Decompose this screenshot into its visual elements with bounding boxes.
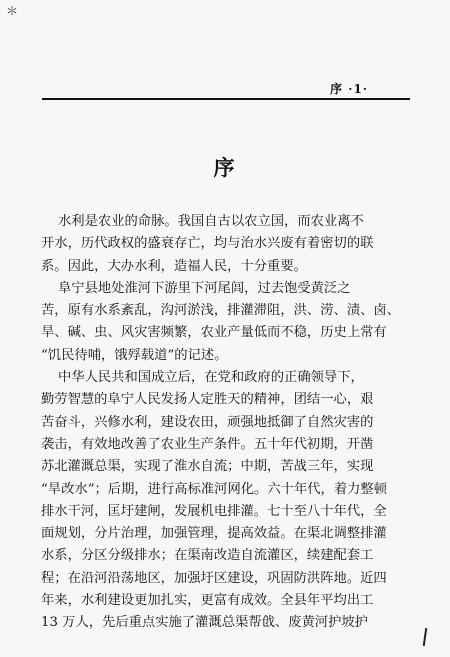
stray-mark (423, 628, 427, 646)
text-line: 年来，水利建设更加扎实，更富有成效。全县年平均出工 (41, 593, 374, 609)
text-line: 勤劳智慧的阜宁人民发扬人定胜天的精神，团结一心，艰 (41, 392, 374, 408)
text-line: “旱改水”；后期，进行高标准河网化。六十年代，着力整顿 (41, 481, 388, 497)
text-line: 开水，历代政权的盛衰存亡，均与治水兴废有着密切的联 (41, 236, 374, 252)
text-line: 系。因此，大办水利，造福人民，十分重要。 (41, 258, 307, 274)
text-line: 排水干河，匡圩建闸，发展机电排灌。七十至八十年代，全 (41, 503, 387, 519)
text-line: 苏北灌溉总渠，实现了淮水自流；中期，苦战三年，实现 (41, 459, 374, 475)
text-line: 苦，原有水系紊乱，沟河淤浅，排灌滞阻，洪、涝、渍、卤、 (41, 303, 401, 319)
text-line: 阜宁县地处淮河下游里下河尾闾，过去饱受黄泛之 (58, 280, 351, 296)
text-line: 面规划，分片治理，加强管理，提高效益。在渠北调整排灌 (41, 526, 387, 542)
text-line: 中华人民共和国成立后，在党和政府的正确领导下， (58, 370, 364, 386)
text-line: 水利是农业的命脉。我国自古以农立国，而农业离不 (58, 214, 364, 229)
text-line: 苦奋斗，兴修水利，建设农田，顽强地抵御了自然灾害的 (41, 414, 374, 430)
text-line: 旱、碱、虫、风灾害频繁，农业产量低而不稳，历史上常有 (41, 325, 387, 341)
corner-mark: ＊ (6, 4, 19, 18)
body-text (41, 211, 401, 635)
page-title: 序 (213, 155, 237, 180)
text-line: “饥民待哺，饿殍载道”的记述。 (41, 347, 228, 363)
text-line: 13 万人，先后重点实施了灌溉总渠帮戗、废黄河护坡护 (41, 615, 368, 631)
text-line: 袭击，有效地改善了农业生产条件。五十年代初期，开凿 (41, 436, 374, 452)
header-rule (42, 98, 410, 100)
text-line: 水系，分区分级排水；在渠南改造自流灌区，续建配套工 (41, 548, 374, 564)
running-header: 序 ·1· (330, 82, 368, 96)
text-line: 程；在沿河沿荡地区，加强圩区建设，巩固防洪阵地。近四 (41, 570, 387, 586)
